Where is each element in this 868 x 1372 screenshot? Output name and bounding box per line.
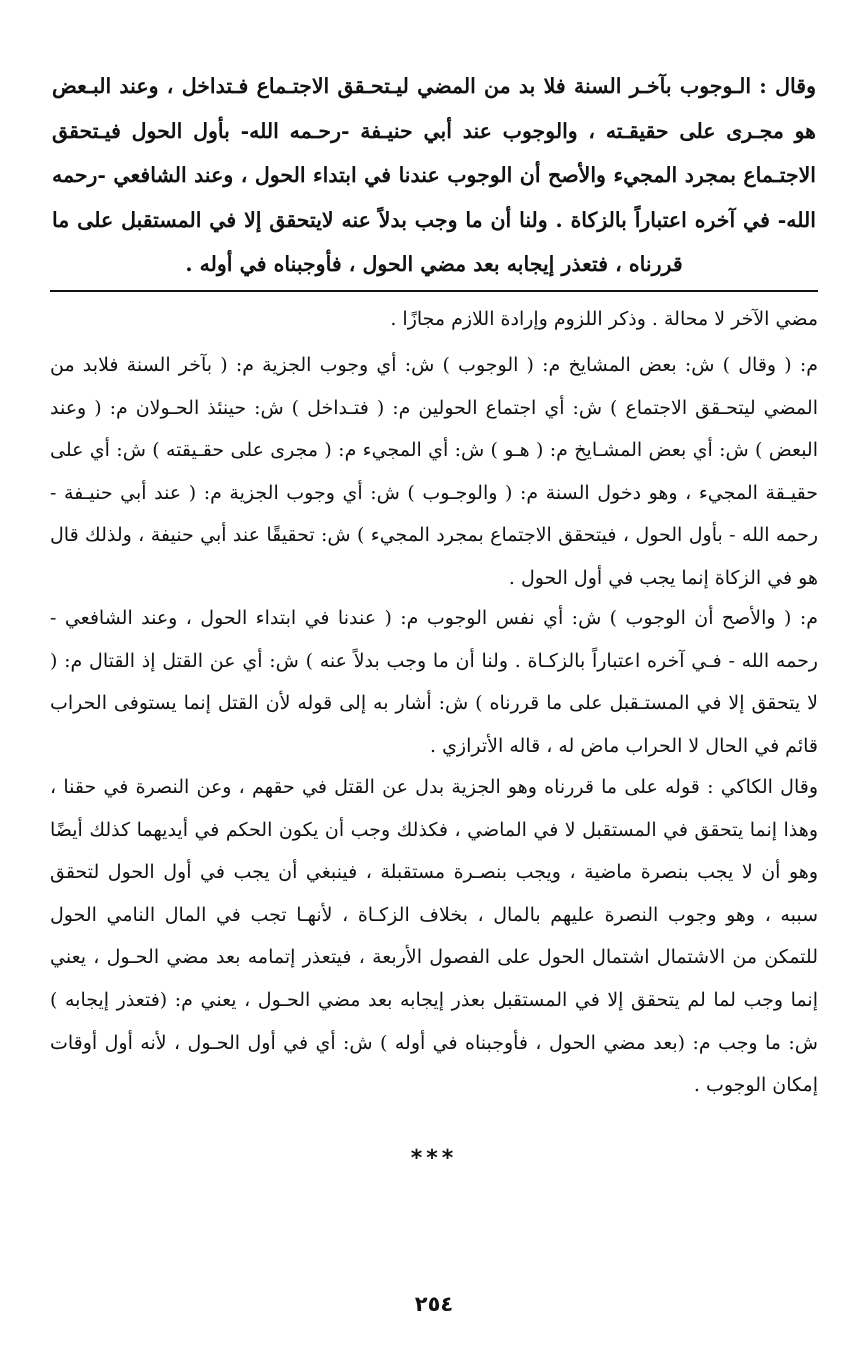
commentary-text: مضي الآخر لا محالة . وذكر اللزوم وإرادة اللازم مجازًا . [390,308,818,330]
commentary-text: م: ( والأصح أن الوجوب ) ش: أي نفس الوجوب م: ( عندنا في ابتداء الحول ، وعند الشافعي - رحمه الله - فـي آخره اعتباراً بالزكـاة . ولنا أن ما وجب بدلاً عنه ) ش: أي عن القتل إذ القتال م: ( لا يتحقق إلا في المستـقبل على ما قررناه ) ش: أشار به إلى قوله لأن القتل إنما يستوفى الحراب قائم في الحال لا الحراب ماض له ، قاله الأترازي . [50,607,818,757]
commentary-paragraph-3 [50,597,818,767]
separator-rule [50,290,818,292]
commentary-paragraph-1 [50,298,818,341]
commentary-text: م: ( وقال ) ش: بعض المشايخ م: ( الوجوب ) ش: أي وجوب الجزية م: ( بآخر السنة فلابد من المضي ليتحـقق الاجتماع ) ش: أي اجتماع الحولين م: ( فتـداخل ) ش: حينئذ الحـولان م: ( وعند البعض ) ش: أي بعض المشـايخ م: ( هـو ) ش: أي المجيء م: ( مجرى على حقـيقته ) ش: أي على حقيـقة المجيء ، وهو دخول السنة م: ( والوجـوب ) ش: أي وجوب الجزية م: ( عند أبي حنيـفة - رحمه الله - بأول الحول ، فيتحقق الاجتماع بمجرد المجيء ) ش: تحقيقًا عند أبي حنيفة ، ولذلك قال هو في الزكاة إنما يجب في أول الحول . [50,354,818,589]
commentary-paragraph-4 [50,766,818,1107]
commentary-text: وقال الكاكي : قوله على ما قررناه وهو الجزية بدل عن القتل في حقهم ، وعن النصرة في حقنا ، وهذا إنما يتحقق في المستقبل لا في الماضي ، فكذلك وجب أن يكون الحكم في أيديهما كذلك أيضًا وهو أن لا يجب بنصرة ماضية ، ويجب بنصـرة مستقبلة ، فينبغي أن يجب في أول الحول لتحقق سببه ، وهو وجوب النصرة عليهم بالمال ، بخلاف الزكـاة ، لأنهـا تجب في المال النامي الحول للتمكن من الاشتمال اشتمال الحول على الفصول الأربعة ، فيتعذر إتمامه بعد مضي الحـول ، يعني إنما وجب لما لم يتحقق إلا في المستقبل بعذر إيجابه بعد مضي الحـول ، يعني م: (فتعذر إيجابه ) ش: ما وجب م: (بعد مضي الحول ، فأوجبناه في أوله ) ش: أي في أول الحـول ، لأنه أول أوقات إمكان الوجوب . [50,776,818,1097]
main-text: وقال : الـوجوب بآخـر السنة فلا بد من المضي ليـتحـقق الاجتـماع فـتداخل ، وعند البـعض هو مجـرى على حقيقـته ، والوجوب عند أبي حنيـفة -رحـمه الله- بأول الحول فيـتحقق الاجتـماع بمجرد المجيء والأصح أن الوجوب عندنا في ابتداء الحول ، وعند الشافعي -رحمه الله- في آخره اعتباراً بالزكاة . ولنا أن ما وجب بدلاً عنه لايتحقق إلا في المستقبل على ما قررناه ، فتعذر إيجابه بعد مضي الحول ، فأوجبناه في أوله . [52,74,816,276]
commentary-paragraph-2 [50,344,818,600]
section-divider-stars: *** [410,1146,458,1171]
page-number: ٢٥٤ [414,1292,454,1316]
